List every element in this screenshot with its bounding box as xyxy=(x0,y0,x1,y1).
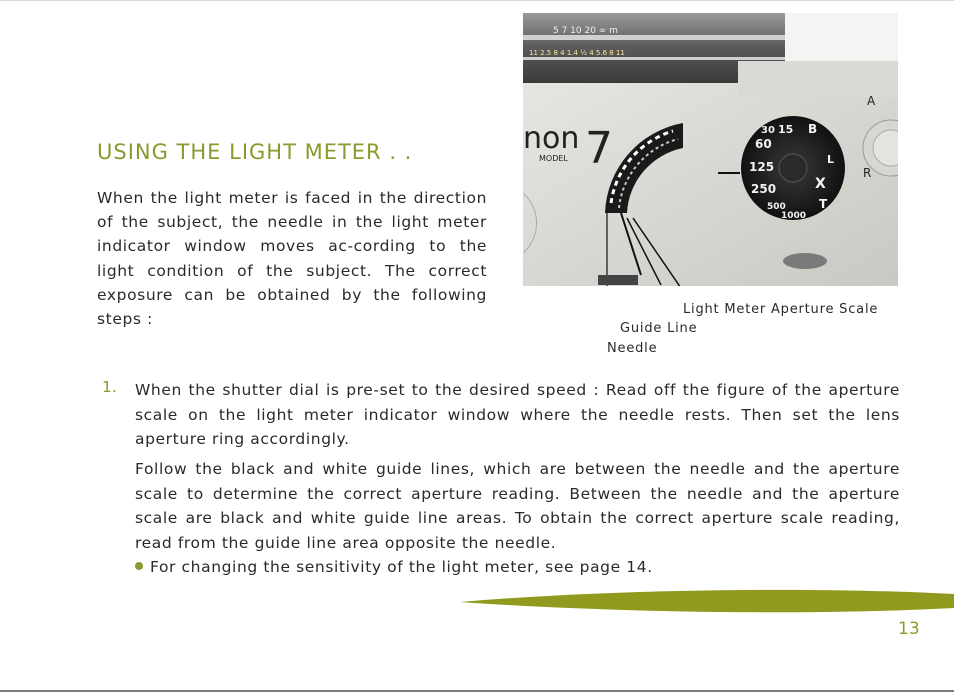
label-needle: Needle xyxy=(607,341,658,356)
r-mark: R xyxy=(863,166,872,180)
distance-scale: 5 7 10 20 ∞ m xyxy=(553,26,618,36)
bullet-icon xyxy=(135,562,143,570)
dial-letter: B xyxy=(808,122,818,136)
intro-paragraph: When the light meter is faced in the direction of the subject, the needle in the light meter indicator window moves ac-cording to the light condition of the subject. The correct exposure can be obtained by the following steps : xyxy=(97,189,487,329)
page-number: 13 xyxy=(898,619,920,639)
brand-number: 7 xyxy=(585,123,613,174)
paragraph-guide-lines xyxy=(135,457,900,580)
dial-number: 125 xyxy=(749,160,775,174)
section-heading: USING THE LIGHT METER . . xyxy=(97,140,413,164)
camera-top-photo xyxy=(523,13,898,286)
dial-number: 500 xyxy=(767,202,786,212)
dial-number: 15 xyxy=(778,123,794,136)
step-number: 1. xyxy=(102,378,117,396)
decorative-swoosh xyxy=(460,586,954,616)
label-guide-line: Guide Line xyxy=(620,321,698,336)
top-border xyxy=(0,0,954,1)
note-text: For changing the sensitivity of the light meter, see page 14. xyxy=(150,558,653,576)
guide-lines-text: Follow the black and white guide lines, which are between the needle and the aperture scale to determine the correct aperture reading. Between the needle and the aperture scale are black and white guide line areas. To obtain the correct aperture scale reading, read from the guide line area opposite the needle. xyxy=(135,460,900,552)
dial-number: 30 xyxy=(761,125,775,136)
dial-letter: L xyxy=(827,153,835,166)
dial-number: 250 xyxy=(751,182,777,196)
aperture-ring-scale: 11 2.5 8 4 1.4 ½ 4 5.6 8 11 xyxy=(529,49,625,57)
bottom-border xyxy=(0,690,954,692)
brand-name: non xyxy=(523,121,580,156)
dial-number: 60 xyxy=(755,137,772,151)
sensitivity-note xyxy=(135,555,900,580)
dial-number: 1000 xyxy=(781,211,807,221)
label-aperture-scale: Light Meter Aperture Scale xyxy=(683,302,879,317)
dial-letter: X xyxy=(815,176,826,192)
dial-letter: T xyxy=(819,197,828,211)
step-1-text: When the shutter dial is pre-set to the desired speed : Read off the figure of the aperture scale on the light meter indicator window where the needle rests. Then set the lens aperture ring accordingly. xyxy=(135,381,900,448)
model-label: MODEL xyxy=(539,154,568,163)
a-mark: A xyxy=(867,94,876,108)
